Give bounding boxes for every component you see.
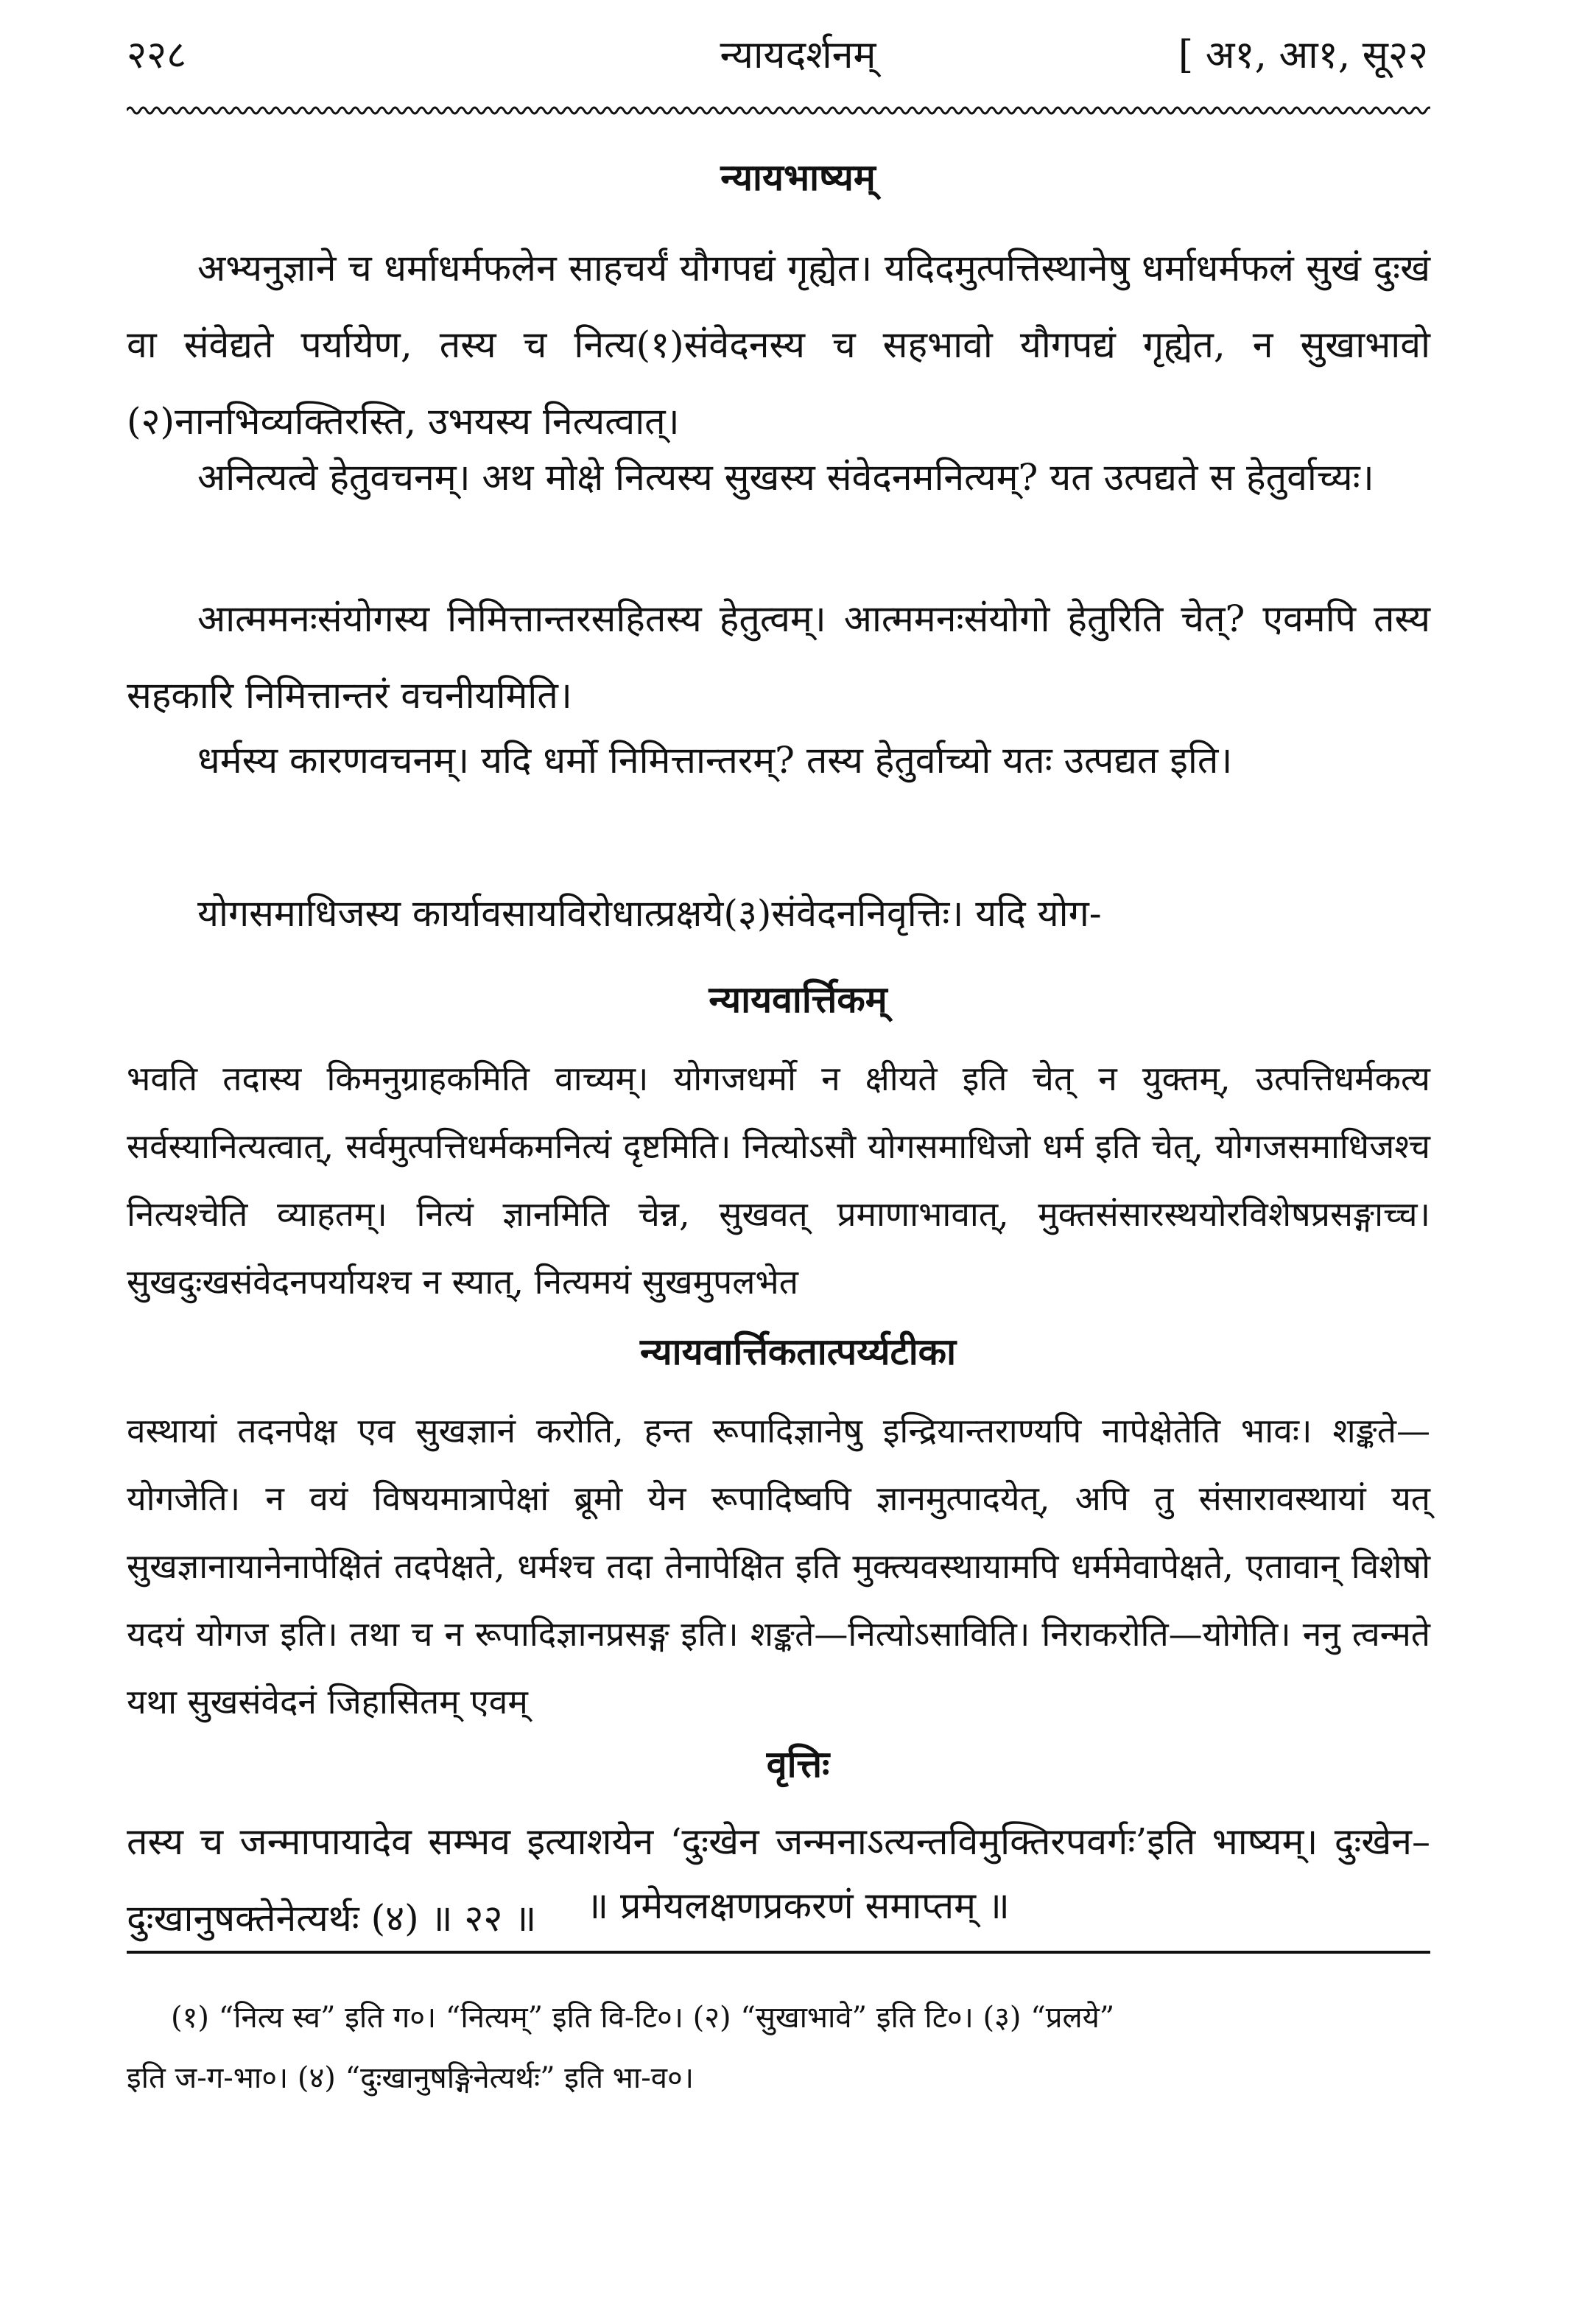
page-number: २२८	[127, 33, 187, 77]
section-closing: ॥ प्रमेयलक्षणप्रकरणं समाप्तम् ॥	[586, 1884, 1010, 1927]
footnote-line-1: (१) “नित्य स्व” इति ग०। “नित्यम्” इति वि-टि०। (२) “सुखाभावे” इति टि०। (३) “प्रलये”	[171, 2001, 1115, 2035]
section-reference: [ अ१, आ१, सू२२	[1178, 33, 1428, 77]
vartika-text: भवति तदास्य किमनुग्राहकमिति वाच्यम्। योगजधर्मो न क्षीयते इति चेत् न युक्तम्, उत्पत्तिधर्मकत्य सर्वस्यानित्यत्वात्, सर्वमुत्पत्तिधर्मकमनित्यं दृष्टमिति। नित्योऽसौ योगसमाधिजो धर्म इति चेत्, योगजसमाधिजश्च नित्यश्चेति व्याहतम्। नित्यं ज्ञानमिति चेन्न, सुखवत् प्रमाणाभावात्, मुक्तसंसारस्थयोरविशेषप्रसङ्गाच्च। सुखदुःखसंवेदनपर्यायश्च न स्यात्, नित्यमयं सुखमुपलभेत	[127, 1059, 1430, 1302]
tika-title: न्यायवार्त्तिकतात्पर्य्यटीका	[639, 1330, 957, 1373]
bhashya-paragraph-4: धर्मस्य कारणवचनम्। यदि धर्मो निमित्तान्तरम्? तस्य हेतुर्वाच्यो यतः उत्पद्यत इति।	[197, 739, 1233, 782]
bhashya-paragraph-1: अभ्यनुज्ञाने च धर्माधर्मफलेन साहचर्यं यौगपद्यं गृह्येत। यदिदमुत्पत्तिस्थानेषु धर्माधर्मफलं सुखं दुःखं वा संवेद्यते पर्यायेण, तस्य च नित्य(१)संवेदनस्य च सहभावो यौगपद्यं गृह्येत, न सुखाभावो (२)नानभिव्यक्तिरस्ति, उभयस्य नित्यत्वात्।	[127, 247, 1430, 443]
bhashya-paragraph-5: योगसमाधिजस्य कार्यावसायविरोधात्प्रक्षये(३)संवेदननिवृत्तिः। यदि योग-	[197, 892, 1102, 935]
vartika-title: न्यायवार्त्तिकम्	[709, 978, 887, 1021]
bhashya-paragraph-3: आत्ममनःसंयोगस्य निमित्तान्तरसहितस्य हेतुत्वम्। आत्ममनःसंयोगो हेतुरिति चेत्? एवमपि तस्य सहकारि निमित्तान्तरं वचनीयमिति।	[127, 597, 1430, 717]
footnote-line-2: इति ज-ग-भा०। (४) “दुःखानुषङ्गिनेत्यर्थः” इति भा-व०।	[127, 2061, 694, 2095]
vritti-title: वृत्तिः	[766, 1742, 830, 1786]
bhashya-paragraph-2: अनित्यत्वे हेतुवचनम्। अथ मोक्षे नित्यस्य सुखस्य संवेदनमनित्यम्? यत उत्पद्यते स हेतुर्वाच्यः।	[197, 456, 1374, 499]
vritti-text: तस्य च जन्मापायादेव सम्भव इत्याशयेन ‘दुःखेन जन्मनाऽत्यन्तविमुक्तिरपवर्गः’इति भाष्यम्। दुःखेन–दुःखानुषक्तेनेत्यर्थः (४) ॥ २२ ॥	[127, 1820, 1430, 1940]
running-title: न्यायदर्शनम्	[720, 33, 876, 77]
tika-text: वस्थायां तदनपेक्ष एव सुखज्ञानं करोति, हन्त रूपादिज्ञानेषु इन्द्रियान्तराण्यपि नापेक्षेतेति भावः। शङ्कते—योगजेति। न वयं विषयमात्रापेक्षां ब्रूमो येन रूपादिष्वपि ज्ञानमुत्पादयेत्, अपि तु संसारावस्थायां यत् सुखज्ञानायानेनापेक्षितं तदपेक्षते, धर्मश्च तदा तेनापेक्षित इति मुक्त्यवस्थायामपि धर्ममेवापेक्षते, एतावान् विशेषो यदयं योगज इति। तथा च न रूपादिज्ञानप्रसङ्ग इति। शङ्कते—नित्योऽसाविति। निराकरोति—योगेति। ननु त्वन्मते यथा सुखसंवेदनं जिहासितम् एवम्	[127, 1411, 1430, 1722]
footnote-rule	[127, 1951, 1430, 1954]
bhashya-title: न्यायभाष्यम्	[720, 155, 876, 199]
header-wavy-rule	[127, 102, 1430, 119]
